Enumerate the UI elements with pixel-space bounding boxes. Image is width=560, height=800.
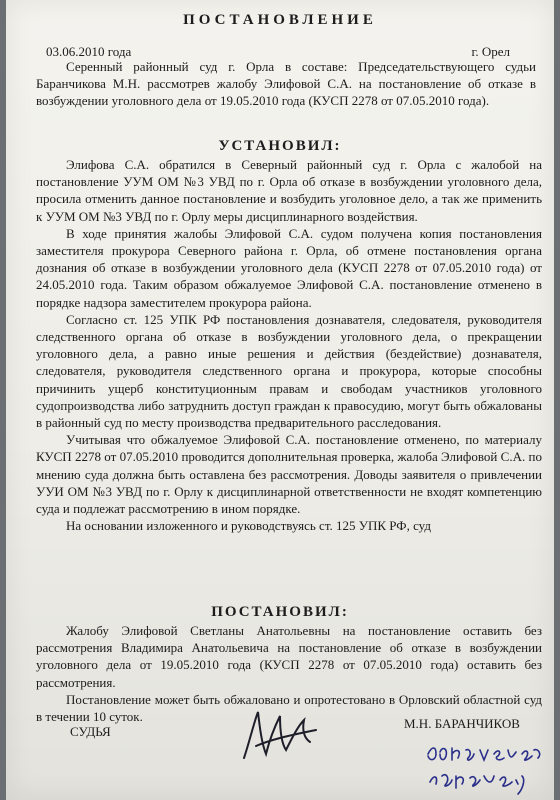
resolved-paragraph-1: Жалобу Элифовой Светланы Анатольевны на постановление оставить без рассмотрения Владимира Анатольевича на постановление об отказе в возбуждении уголовного дела от 19.05.2010 года (КУСП 2278 от 07.05.2010 года) оставить без рассмотрения.	[36, 623, 542, 690]
document-city: г. Орел	[471, 44, 510, 59]
established-paragraph-2: В ходе принятия жалобы Элифовой С.А. судом получена копия постановления заместителя прокурора Северного района г. Орла, об отмене постановления органа дознания об отказе в возбуждении уголовного дела (КУСП 2278 от 07.05.2010 года) от 24.05.2010 года. Таким образом обжалуемое Элифовой С.А. постановление отменено в порядке надзора заместителем прокурора района.	[36, 225, 542, 310]
judge-signature	[236, 700, 326, 770]
intro-paragraph: Серенный районный суд г. Орла в составе: Председательствующего судьи Баранчикова М.Н. рассмотрев жалобу Элифовой С.А. на постановление об отказе в возбуждении уголовного дела от 19.05.2010 года (КУСП 2278 от 07.05.2010 года).	[36, 59, 536, 108]
document-date: 03.06.2010 года	[46, 44, 132, 59]
signature-title: СУДЬЯ	[70, 724, 111, 739]
resolved-paragraph-2: Постановление может быть обжаловано и опротестовано в Орловский областной суд в течении 10 суток.	[36, 691, 542, 725]
document-title: ПОСТАНОВЛЕНИЕ	[183, 12, 377, 28]
established-section	[36, 156, 542, 534]
handwritten-certification	[422, 736, 552, 798]
signature-name: М.Н. БАРАНЧИКОВ	[404, 716, 520, 731]
established-paragraph-4: Учитывая что обжалуемое Элифовой С.А. постановление отменено, по материалу КУСП 2278 от 07.05.2010 проводится дополнительная проверка, жалоба Элифовой С.А. по мнению суда должна быть оставлена без рассмотрения. Доводы заявителя о привлечении УУИ ОМ №3 УВД по г. Орлу к дисциплинарной ответственности не входят компетенцию суда и подлежат рассмотрению в ином порядке.	[36, 432, 542, 517]
established-paragraph-5: На основании изложенного и руководствуясь ст. 125 УПК РФ, суд	[66, 518, 431, 534]
established-heading: УСТАНОВИЛ:	[218, 138, 342, 154]
document-page	[6, 0, 554, 800]
resolved-heading: ПОСТАНОВИЛ:	[211, 604, 349, 620]
established-paragraph-3: Согласно ст. 125 УПК РФ постановления дознавателя, следователя, руководителя следственного органа об отказе в возбуждении уголовного дела, о прекращении уголовного дела, а равно иные решения и действия (бездействие) дознавателя, следователя, руководителя следственного органа и прокурора, которые способны причинить ущерб конституционным правам и свободам участников уголовного судопроизводства либо затруднить доступ граждан к правосудию, могут быть обжалованы в районный суд по месту производства предварительного расследования.	[36, 311, 542, 431]
established-paragraph-1: Элифова С.А. обратился в Северный районный суд г. Орла с жалобой на постановление УУМ ОМ №3 УВД по г. Орла об отказе в возбуждении уголовного дела, просила отменить данное постановление и возбудить уголовное дело, а так же применить к УУМ ОМ №3 УВД по г. Орлу меры дисциплинарного воздействия.	[36, 157, 542, 224]
